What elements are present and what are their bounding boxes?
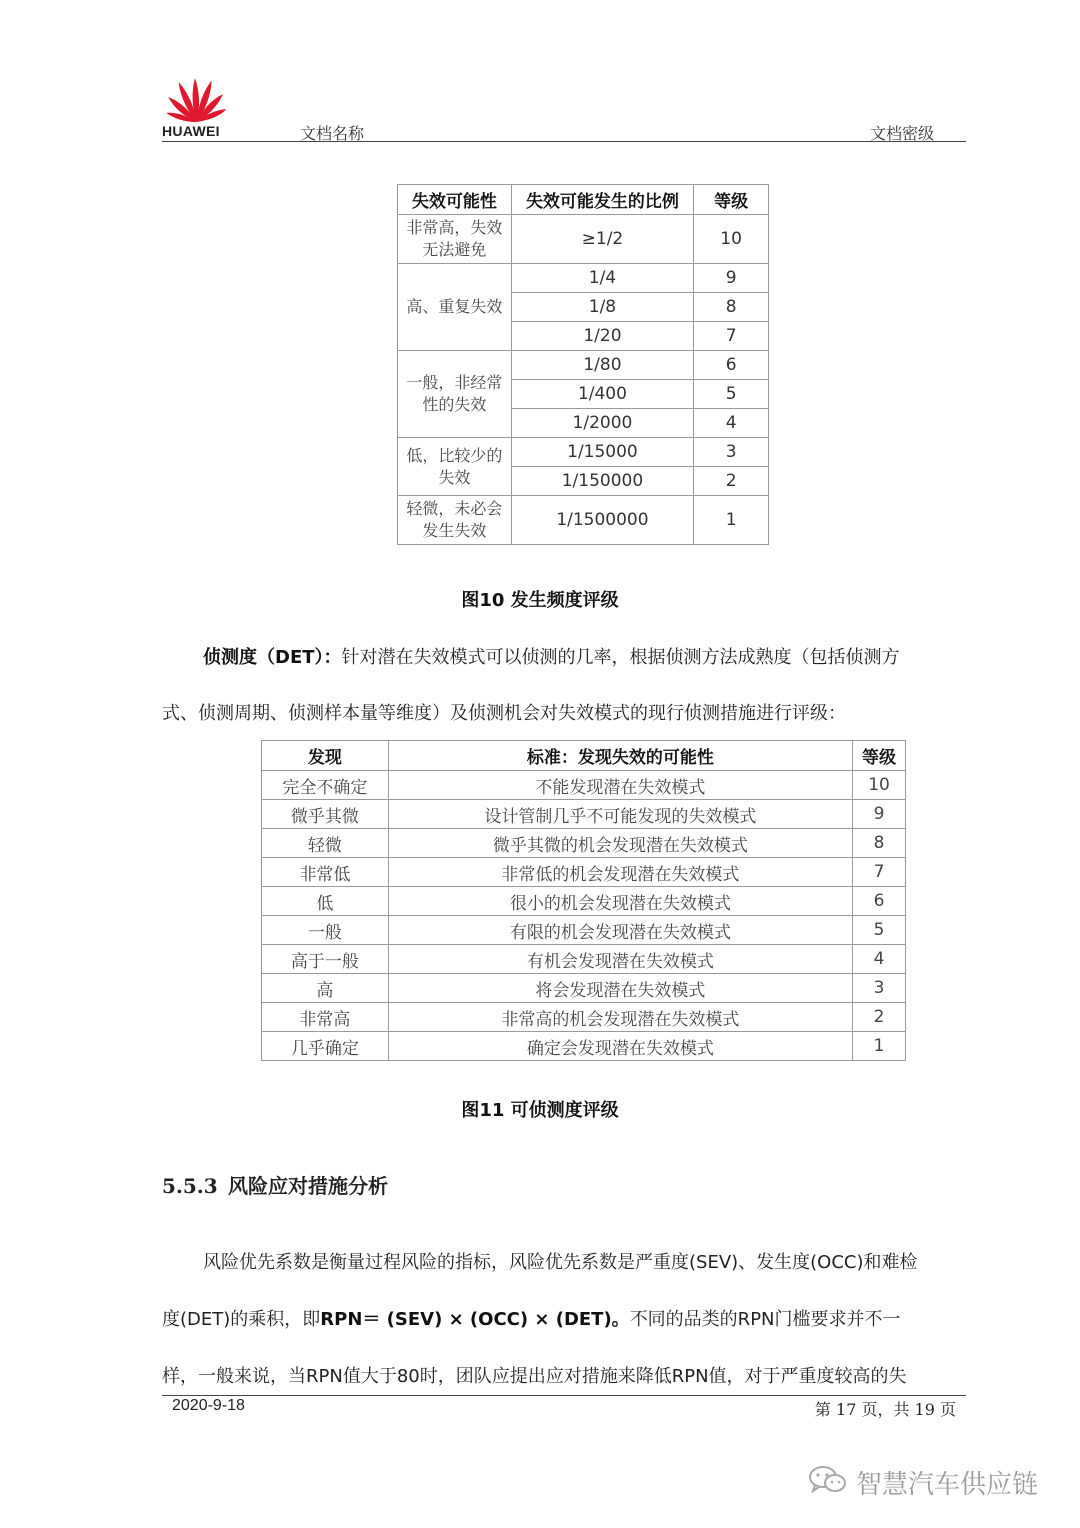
footer-date: 2020-9-18 [172, 1397, 245, 1414]
failure-category: 一般，非经常性的失效 [398, 351, 512, 438]
table-row [262, 771, 906, 800]
table-row [398, 264, 769, 293]
detection-level: 轻微 [262, 829, 389, 858]
failure-category: 轻微，未必会发生失效 [398, 496, 512, 545]
column-header: 发现 [262, 741, 389, 771]
detection-criterion: 很小的机会发现潜在失效模式 [388, 887, 852, 916]
failure-ratio: 1/15000 [511, 438, 694, 467]
grade: 6 [694, 351, 769, 380]
failure-ratio: 1/4 [511, 264, 694, 293]
paragraph-line: 样，一般来说，当RPN值大于80时，团队应提出应对措施来降低RPN值，对于严重度较高的失 [162, 1366, 907, 1387]
table-row [262, 829, 906, 858]
table-row [398, 215, 769, 264]
detection-level: 几乎确定 [262, 1032, 389, 1061]
detection-criterion: 非常低的机会发现潜在失效模式 [388, 858, 852, 887]
detection-rating-table [261, 740, 906, 1061]
detection-criterion: 有限的机会发现潜在失效模式 [388, 916, 852, 945]
detection-level: 微乎其微 [262, 800, 389, 829]
paragraph-line [203, 643, 1003, 669]
grade: 10 [853, 771, 906, 800]
column-header: 标准：发现失效的可能性 [388, 741, 852, 771]
detection-level: 完全不确定 [262, 771, 389, 800]
detection-level: 低 [262, 887, 389, 916]
failure-ratio: 1/20 [511, 322, 694, 351]
paragraph-line: 式、侦测周期、侦测样本量等维度）及侦测机会对失效模式的现行侦测措施进行评级： [162, 703, 846, 724]
grade: 8 [853, 829, 906, 858]
table-row [262, 916, 906, 945]
grade: 2 [694, 467, 769, 496]
detection-level: 非常低 [262, 858, 389, 887]
grade: 7 [853, 858, 906, 887]
failure-ratio: 1/80 [511, 351, 694, 380]
watermark-text: 智慧汽车供应链 [856, 1469, 1039, 1500]
grade: 5 [694, 380, 769, 409]
page-number: 第 17 页，共 19 页 [814, 1400, 956, 1419]
column-header: 等级 [694, 185, 769, 215]
table-row [262, 1032, 906, 1061]
grade: 6 [853, 887, 906, 916]
grade: 4 [853, 945, 906, 974]
failure-ratio: 1/2000 [511, 409, 694, 438]
table-row [262, 887, 906, 916]
column-header: 失效可能性 [398, 185, 512, 215]
table-row [262, 800, 906, 829]
detection-criterion: 设计管制几乎不可能发现的失效模式 [388, 800, 852, 829]
grade: 9 [694, 264, 769, 293]
section-title: 风险应对措施分析 [228, 1174, 388, 1198]
watermark [808, 1464, 1038, 1500]
table-row [262, 1003, 906, 1032]
failure-category: 非常高，失效无法避免 [398, 215, 512, 264]
detection-level: 高 [262, 974, 389, 1003]
table-row [398, 438, 769, 467]
grade: 3 [694, 438, 769, 467]
detection-level: 非常高 [262, 1003, 389, 1032]
rpn-formula: RPN＝ (SEV) × (OCC) × (DET)。 [320, 1309, 630, 1330]
brand-name: HUAWEI [162, 123, 220, 139]
grade: 7 [694, 322, 769, 351]
section-heading [162, 1170, 388, 1199]
grade: 2 [853, 1003, 906, 1032]
grade: 8 [694, 293, 769, 322]
wechat-icon [808, 1464, 848, 1500]
detection-level: 一般 [262, 916, 389, 945]
failure-category: 高、重复失效 [398, 264, 512, 351]
detection-criterion: 微乎其微的机会发现潜在失效模式 [388, 829, 852, 858]
table-row [262, 945, 906, 974]
column-header: 等级 [853, 741, 906, 771]
table-header-row [262, 741, 906, 771]
paragraph-line: 风险优先系数是衡量过程风险的指标，风险优先系数是严重度(SEV)、发生度(OCC)和难检 [203, 1252, 918, 1273]
paragraph-text: 针对潜在失效模式可以侦测的几率，根据侦测方法成熟度（包括侦测方 [341, 647, 900, 668]
paragraph-line [162, 1305, 962, 1331]
detection-criterion: 将会发现潜在失效模式 [388, 974, 852, 1003]
failure-ratio: 1/8 [511, 293, 694, 322]
table-row [262, 858, 906, 887]
grade: 4 [694, 409, 769, 438]
failure-category: 低，比较少的失效 [398, 438, 512, 496]
failure-ratio: 1/1500000 [511, 496, 694, 545]
paragraph-text: 不同的品类的RPN门槛要求并不一 [629, 1309, 901, 1330]
document-name: 文档名称 [300, 124, 365, 143]
document-security-level: 文档密级 [869, 124, 934, 143]
figure-caption: 图11 可侦测度评级 [461, 1100, 619, 1121]
detection-criterion: 不能发现潜在失效模式 [388, 771, 852, 800]
footer-divider [162, 1395, 966, 1396]
detection-criterion: 有机会发现潜在失效模式 [388, 945, 852, 974]
column-header: 失效可能发生的比例 [511, 185, 694, 215]
table-row [398, 351, 769, 380]
detection-criterion: 确定会发现潜在失效模式 [388, 1032, 852, 1061]
grade: 3 [853, 974, 906, 1003]
section-number: 5.5.3 [162, 1174, 218, 1198]
table-header-row [398, 185, 769, 215]
figure-caption: 图10 发生频度评级 [461, 590, 619, 611]
paragraph-text: 度(DET)的乘积，即 [162, 1309, 321, 1330]
term-label: 侦测度（DET）： [203, 647, 342, 668]
occurrence-rating-table [397, 184, 769, 545]
failure-ratio: 1/400 [511, 380, 694, 409]
table-row [398, 496, 769, 545]
failure-ratio: 1/150000 [511, 467, 694, 496]
grade: 5 [853, 916, 906, 945]
detection-criterion: 非常高的机会发现潜在失效模式 [388, 1003, 852, 1032]
grade: 9 [853, 800, 906, 829]
grade: 1 [694, 496, 769, 545]
table-row [262, 974, 906, 1003]
header-divider [162, 141, 966, 142]
grade: 1 [853, 1032, 906, 1061]
detection-level: 高于一般 [262, 945, 389, 974]
failure-ratio: ≥1/2 [511, 215, 694, 264]
grade: 10 [694, 215, 769, 264]
